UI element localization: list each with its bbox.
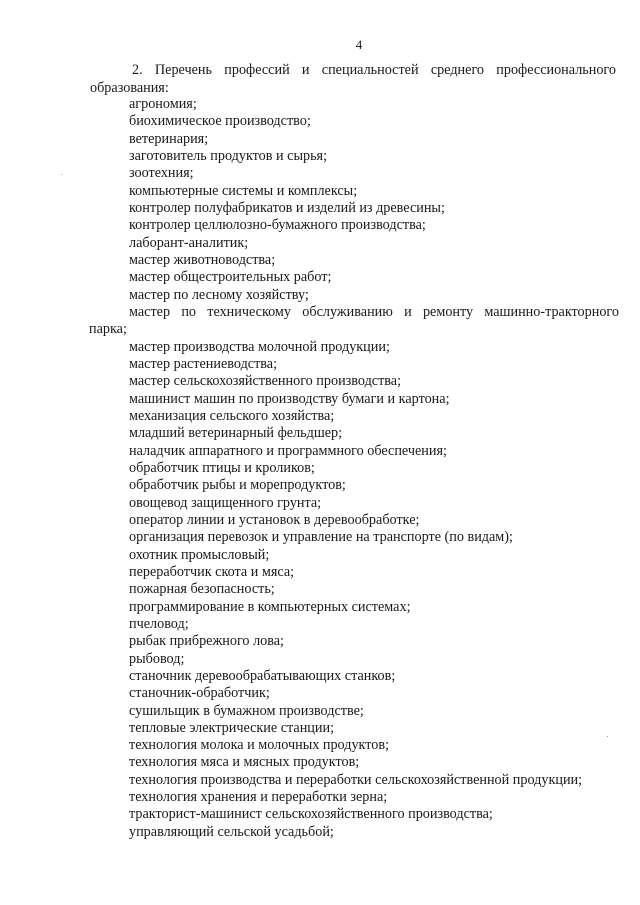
list-item: программирование в компьютерных системах;: [129, 598, 411, 615]
list-item: наладчик аппаратного и программного обеспечения;: [129, 442, 447, 459]
list-item: мастер растениеводства;: [129, 355, 278, 372]
list-item: младший ветеринарный фельдшер;: [129, 425, 343, 442]
scan-speck: [607, 736, 608, 737]
list-item: биохимическое производство;: [129, 113, 311, 130]
list-item: машинист машин по производству бумаги и картона;: [129, 390, 450, 407]
list-item: мастер животноводства;: [129, 251, 276, 268]
list-item: переработчик скота и мяса;: [129, 563, 295, 580]
list-item: ветеринария;: [129, 130, 209, 147]
list-item: станочник деревообрабатывающих станков;: [129, 667, 396, 684]
list-item: обработчик рыбы и морепродуктов;: [129, 477, 346, 494]
list-item: контролер целлюлозно-бумажного производства;: [129, 217, 426, 234]
list-item: механизация сельского хозяйства;: [129, 407, 335, 424]
list-item: агрономия;: [129, 96, 197, 112]
list-item: организация перевозок и управление на транспорте (по видам);: [129, 529, 513, 546]
list-item: тепловые электрические станции;: [129, 719, 335, 736]
section-heading-line-2: образования:: [90, 79, 169, 96]
list-item: охотник промысловый;: [129, 546, 270, 563]
list-item: мастер общестроительных работ;: [129, 269, 332, 286]
section-heading: [90, 62, 616, 97]
profession-list: [89, 96, 619, 841]
list-item-line-1: мастер по техническому обслуживанию и ремонту машинно-тракторного: [129, 303, 619, 320]
section-heading-line-1: 2. Перечень профессий и специальностей среднего профессионального: [132, 62, 616, 78]
page-number: 4: [355, 37, 363, 52]
list-item: мастер по лесному хозяйству;: [129, 286, 309, 303]
list-item: технология производства и переработки сельскохозяйственной продукции;: [129, 771, 583, 788]
list-item: сушильщик в бумажном производстве;: [129, 702, 364, 719]
scan-speck: [61, 174, 62, 175]
list-item: зоотехния;: [129, 165, 194, 182]
list-item: рыбовод;: [129, 650, 185, 667]
list-item: технология мяса и мясных продуктов;: [129, 754, 360, 771]
list-item: [89, 304, 619, 339]
list-item: обработчик птицы и кроликов;: [129, 459, 315, 476]
list-item-line-2: парка;: [89, 321, 127, 338]
list-item: мастер сельскохозяйственного производства;: [129, 373, 402, 390]
list-item: заготовитель продуктов и сырья;: [129, 147, 328, 164]
list-item: технология хранения и переработки зерна;: [129, 789, 388, 806]
list-item: пчеловод;: [129, 615, 189, 632]
list-item: рыбак прибрежного лова;: [129, 633, 284, 650]
list-item: управляющий сельской усадьбой;: [129, 823, 334, 840]
list-item: тракторист-машинист сельскохозяйственного производства;: [129, 806, 493, 823]
list-item: оператор линии и установок в деревообработке;: [129, 511, 420, 528]
list-item: станочник-обработчик;: [129, 685, 270, 702]
list-item: технология молока и молочных продуктов;: [129, 737, 390, 754]
list-item: овощевод защищенного грунта;: [129, 494, 322, 511]
list-item: лаборант-аналитик;: [129, 234, 249, 251]
list-item: контролер полуфабрикатов и изделий из древесины;: [129, 199, 445, 216]
list-item: пожарная безопасность;: [129, 581, 275, 598]
list-item: мастер производства молочной продукции;: [129, 338, 390, 355]
list-item: компьютерные системы и комплексы;: [129, 182, 358, 199]
